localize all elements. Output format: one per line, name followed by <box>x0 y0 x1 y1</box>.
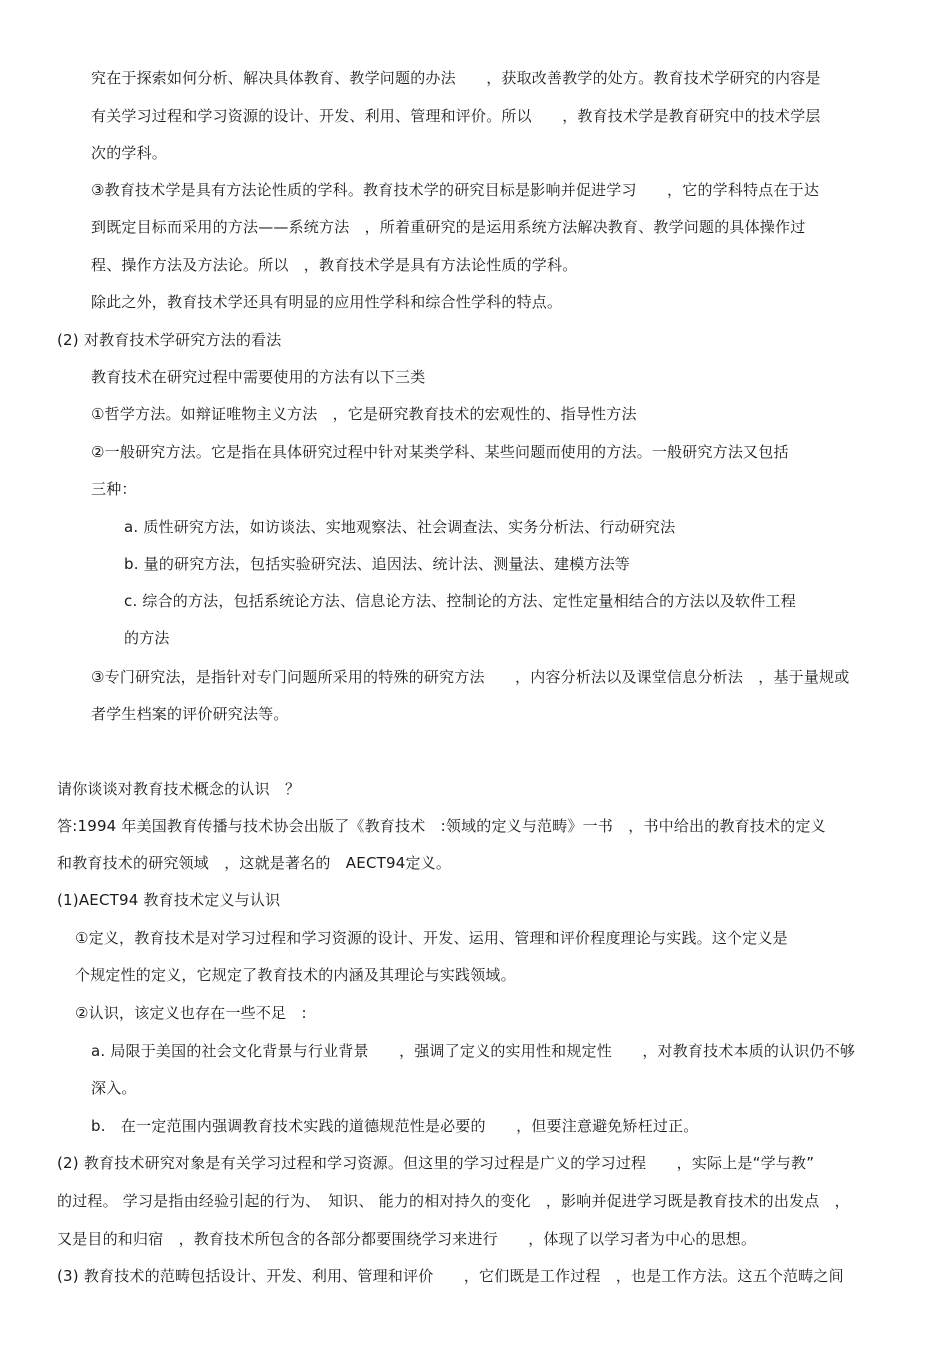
text-line: 答:1994 年美国教育传播与技术协会出版了《教育技术 :领域的定义与范畴》一书 ，书中给出的教育技术的定义 <box>57 817 826 835</box>
text-line: ②一般研究方法。它是指在具体研究过程中针对某类学科、某些问题而使用的方法。一般研究方法又包括 <box>91 443 789 461</box>
list-item: b. 在一定范围内强调教育技术实践的道德规范性是必要的 ，但要注意避免矫枉过正。 <box>91 1117 699 1135</box>
text-line: 到既定目标而采用的方法——系统方法 ，所着重研究的是运用系统方法解决教育、教学问题的具体操作过 <box>91 218 806 236</box>
text-line: 的过程。 学习是指由经验引起的行为、 知识、 能力的相对持久的变化 ，影响并促进学习既是教育技术的出发点 ， <box>57 1192 850 1210</box>
text-line: 有关学习过程和学习资源的设计、开发、利用、管理和评价。所以 ，教育技术学是教育研究中的技术学层 <box>91 107 821 125</box>
text-line: ①哲学方法。如辩证唯物主义方法 ，它是研究教育技术的宏观性的、指导性方法 <box>91 405 637 423</box>
question-heading: 请你谈谈对教育技术概念的认识 ？ <box>57 780 301 798</box>
list-item: a. 质性研究方法，如访谈法、实地观察法、社会调查法、实务分析法、行动研究法 <box>124 518 676 536</box>
text-line: 深入。 <box>91 1079 137 1097</box>
section-heading: (2) 教育技术研究对象是有关学习过程和学习资源。但这里的学习过程是广义的学习过程 ，实际上是“学与教” <box>57 1154 815 1172</box>
text-line: 的方法 <box>124 629 170 647</box>
text-line: ①定义，教育技术是对学习过程和学习资源的设计、开发、运用、管理和评价程度理论与实践。这个定义是 <box>75 929 788 947</box>
text-line: 教育技术在研究过程中需要使用的方法有以下三类 <box>91 368 426 386</box>
text-line: 和教育技术的研究领域 ，这就是著名的 AECT94定义。 <box>57 854 452 872</box>
section-heading: (1)AECT94 教育技术定义与认识 <box>57 891 281 909</box>
section-heading: (3) 教育技术的范畴包括设计、开发、利用、管理和评价 ，它们既是工作过程 ，也是工作方法。这五个范畴之间 <box>57 1267 844 1285</box>
section-heading: (2) 对教育技术学研究方法的看法 <box>57 331 282 349</box>
text-line: 程、操作方法及方法论。所以 ，教育技术学是具有方法论性质的学科。 <box>91 256 578 274</box>
text-line: 个规定性的定义，它规定了教育技术的内涵及其理论与实践领域。 <box>75 966 516 984</box>
text-line: 者学生档案的评价研究法等。 <box>91 705 289 723</box>
text-line: ②认识，该定义也存在一些不足 : <box>75 1004 307 1022</box>
text-line: 究在于探索如何分析、解决具体教育、教学问题的办法 ，获取改善教学的处方。教育技术学研究的内容是 <box>91 69 821 87</box>
text-line: 除此之外，教育技术学还具有明显的应用性学科和综合性学科的特点。 <box>91 293 563 311</box>
text-line: ③教育技术学是具有方法论性质的学科。教育技术学的研究目标是影响并促进学习 ，它的学科特点在于达 <box>91 181 820 199</box>
text-line: 次的学科。 <box>91 144 168 162</box>
text-line: ③专门研究法，是指针对专门问题所采用的特殊的研究方法 ，内容分析法以及课堂信息分析法 ，基于量规或 <box>91 668 850 686</box>
list-item: a. 局限于美国的社会文化背景与行业背景 ，强调了定义的实用性和规定性 ，对教育技术本质的认识仍不够 <box>91 1042 856 1060</box>
list-item: c. 综合的方法，包括系统论方法、信息论方法、控制论的方法、定性定量相结合的方法以及软件工程 <box>124 592 796 610</box>
text-line: 三种： <box>91 480 137 498</box>
list-item: b. 量的研究方法，包括实验研究法、追因法、统计法、测量法、建模方法等 <box>124 555 631 573</box>
text-line: 又是目的和归宿 ，教育技术所包含的各部分都要围绕学习来进行 ，体现了以学习者为中心的思想。 <box>57 1230 757 1248</box>
